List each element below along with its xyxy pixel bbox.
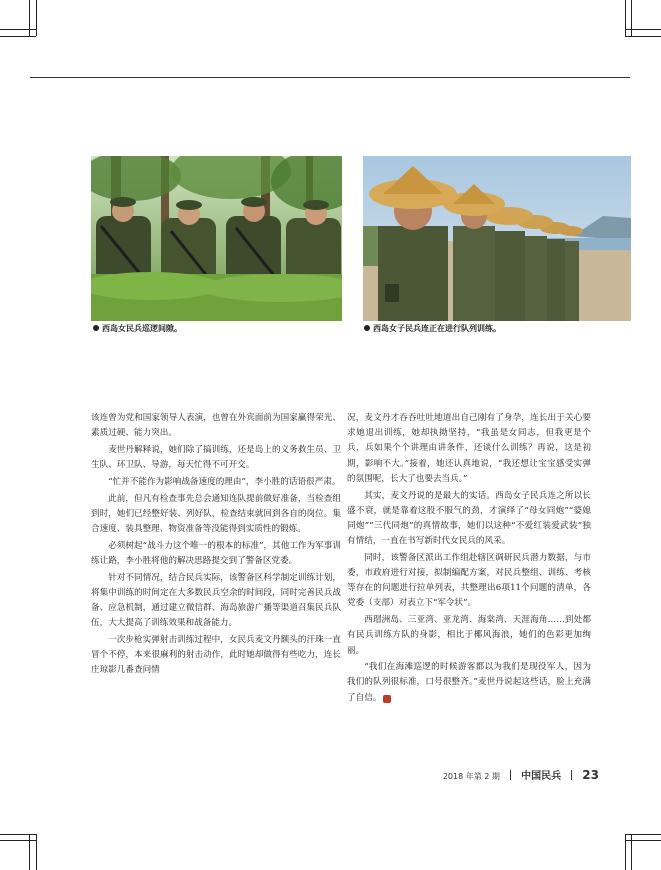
article-column-left xyxy=(91,411,341,680)
photo-caption-left: 西岛女民兵巡逻间隙。 xyxy=(93,324,182,334)
paragraph-last: “我们在海滩巡逻的时候游客都以为我们是现役军人，因为我们的队列很标准，口号很整齐。”麦世丹说起这些话，脸上充满了自信。 军 xyxy=(347,662,591,703)
paragraph: 此前，但凡有检查事先总会通知连队提前做好准备，当检查组到时，她们已经整好装、列好队，检查结束就回到各自的岗位。集合速度、装具整理、物资准备等没能得到实质性的锻炼。 xyxy=(91,493,341,534)
footer-divider xyxy=(571,770,572,780)
paragraph: 麦世丹解释说，她们除了搞训练，还是岛上的义务救生员、卫生队、环卫队、导游，每天忙得不可开交。 xyxy=(91,444,341,471)
paragraph: 其实，麦文丹说的是最大的实话。西岛女子民兵连之所以长盛不衰，就是靠着这股不服气的劲，才演绎了“母女同炮”“婆媳同炮”“三代同炮”的真情故事，她们以这种“不爱红装爱武装”独有情结，一直在书写新时代女民兵的风采。 xyxy=(347,490,591,547)
footer-divider xyxy=(510,770,511,780)
photo-caption-right: 西岛女子民兵连正在进行队列训练。 xyxy=(364,324,501,334)
magazine-name: 中国民兵 xyxy=(521,771,562,782)
photo-women-militia-patrol-break xyxy=(91,156,342,321)
end-mark-icon: 军 xyxy=(383,695,391,703)
crop-mark-bottom-right xyxy=(621,830,661,870)
bullet-icon xyxy=(364,325,370,331)
issue-label: 2018 年第 2 期 xyxy=(442,772,500,781)
photo-women-militia-drill xyxy=(363,156,631,321)
bullet-icon xyxy=(93,325,99,331)
paragraph: 同时，该警备区派出工作组赴辖区调研民兵潜力数据，与市委，市政府进行对接，拟制编配方案，对民兵整组、训练、考核等存在的问题进行拉单列表，共整理出6项11个问题的清单，各党委（支部）对表立下“军令状”。 xyxy=(347,552,591,609)
article-column-right xyxy=(347,411,591,707)
paragraph: 一次步枪实弹射击训练过程中，女民兵麦文丹额头的汗珠一直冒个不停，本来很麻利的射击动作，此时她却做得有些吃力，连长庄琼影几番查问情 xyxy=(91,634,341,676)
paragraph: 针对不同情况，结合民兵实际，该警备区科学制定训练计划，将集中训练的时间定在大多数民兵空余的时间段，同时完善民兵战备、应急机制，通过建立微信群、海岛旅游广播等渠道召集民兵队伍，大大提高了训练效果和战备能力。 xyxy=(91,572,341,629)
paragraph: “忙并不能作为影响战备速度的理由”，李小胜的话语很严肃。 xyxy=(108,476,341,487)
header-rule xyxy=(30,77,630,78)
crop-mark-top-left xyxy=(0,0,40,40)
crop-mark-bottom-left xyxy=(0,830,40,870)
crop-mark-top-right xyxy=(621,0,661,40)
paragraph: 西瑁洲岛、三亚湾、亚龙湾、海棠湾、天涯海角……到处都有民兵训练方队的身影，相比于椰风海浪，她们的色彩更加绚丽。 xyxy=(347,615,591,656)
page-footer xyxy=(443,764,599,783)
paragraph: 必须树起“战斗力这个唯一的根本的标准”，其他工作为军事训练让路，李小胜将他的解决思路提交到了警备区党委。 xyxy=(91,540,341,566)
paragraph: 况，麦文丹才吞吞吐吐地道出自己刚有了身孕，连长出于关心要求她退出训练，她却执拗坚持，“我虽是女同志，但我更是个兵，兵如果个个讲理由讲条件，还谈什么训练？再说，这是初期，影响不大。”接着，她还认真地说，“我还想让宝宝感受实弹的氛围呢，长大了也要去当兵。” xyxy=(347,413,591,484)
page-number: 23 xyxy=(582,768,599,782)
paragraph: 该连曾为党和国家领导人表演，也曾在外宾面前为国家赢得荣光、素质过硬、能力突出。 xyxy=(91,413,341,439)
